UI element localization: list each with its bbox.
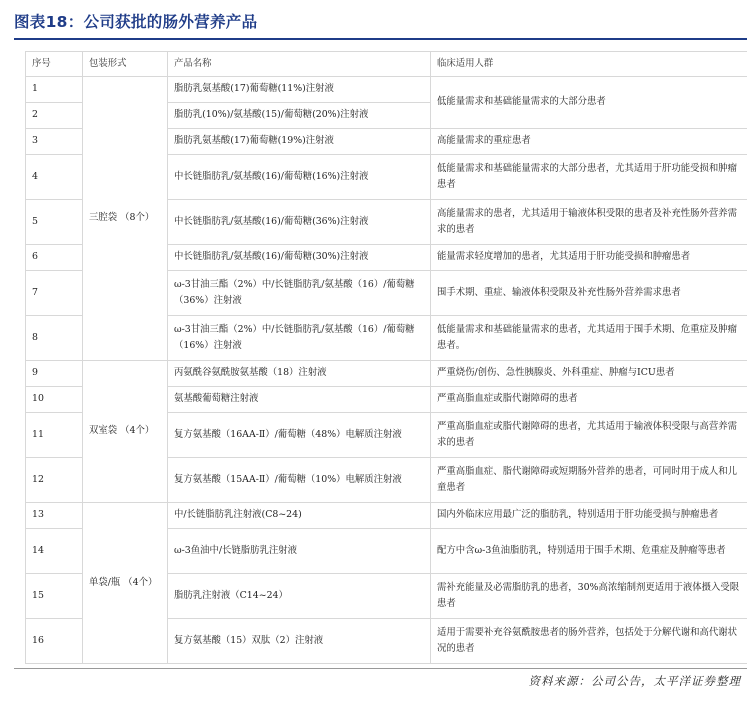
cell-clinical: 严重高脂血症、脂代谢障碍或短期肠外营养的患者，可同时用于成人和儿童患者	[431, 458, 747, 503]
cell-product-name: 中长链脂肪乳/氨基酸(16)/葡萄糖(16%)注射液	[168, 155, 431, 200]
cell-clinical: 适用于需要补充谷氨酰胺患者的肠外营养，包括处于分解代谢和高代谢状况的患者	[431, 619, 747, 664]
cell-no: 12	[26, 458, 83, 503]
table-row	[26, 77, 747, 103]
cell-no: 6	[26, 245, 83, 271]
cell-no: 16	[26, 619, 83, 664]
cell-product-name: 氨基酸葡萄糖注射液	[168, 387, 431, 413]
cell-product-name: 复方氨基酸（16AA-Ⅱ）/葡萄糖（48%）电解质注射液	[168, 413, 431, 458]
cell-clinical: 低能量需求和基础能量需求的大部分患者	[431, 77, 747, 129]
cell-clinical: 需补充能量及必需脂肪乳的患者，30%高浓缩制剂更适用于液体摄入受限患者	[431, 574, 747, 619]
header-cell-product: 产品名称	[168, 52, 431, 77]
cell-package: 单袋/瓶 （4个）	[83, 503, 168, 664]
title-divider	[14, 38, 747, 40]
cell-clinical: 能量需求轻度增加的患者，尤其适用于肝功能受损和肿瘤患者	[431, 245, 747, 271]
cell-product-name: 脂肪乳(10%)/氨基酸(15)/葡萄糖(20%)注射液	[168, 103, 431, 129]
products-table	[25, 51, 747, 664]
cell-product-name: 中长链脂肪乳/氨基酸(16)/葡萄糖(30%)注射液	[168, 245, 431, 271]
cell-product-name: 复方氨基酸（15AA-Ⅱ）/葡萄糖（10%）电解质注射液	[168, 458, 431, 503]
cell-no: 4	[26, 155, 83, 200]
table-row	[26, 361, 747, 387]
cell-no: 3	[26, 129, 83, 155]
cell-no: 14	[26, 529, 83, 574]
footer-divider	[14, 668, 747, 669]
cell-no: 7	[26, 271, 83, 316]
cell-product-name: 脂肪乳氨基酸(17)葡萄糖(19%)注射液	[168, 129, 431, 155]
cell-no: 9	[26, 361, 83, 387]
cell-product-name: ω-3甘油三酯（2%）中/长链脂肪乳/氨基酸（16）/葡萄糖（16%）注射液	[168, 316, 431, 361]
cell-product-name: 复方氨基酸（15）双肽（2）注射液	[168, 619, 431, 664]
figure-title	[14, 10, 747, 32]
cell-product-name: 脂肪乳氨基酸(17)葡萄糖(11%)注射液	[168, 77, 431, 103]
cell-clinical: 严重高脂血症或脂代谢障碍的患者	[431, 387, 747, 413]
cell-clinical: 低能量需求和基础能量需求的大部分患者，尤其适用于肝功能受损和肿瘤患者	[431, 155, 747, 200]
table-header-row	[26, 52, 747, 77]
cell-no: 11	[26, 413, 83, 458]
cell-no: 8	[26, 316, 83, 361]
cell-no: 13	[26, 503, 83, 529]
cell-clinical: 国内外临床应用最广泛的脂肪乳，特别适用于肝功能受损与肿瘤患者	[431, 503, 747, 529]
cell-no: 15	[26, 574, 83, 619]
cell-no: 1	[26, 77, 83, 103]
cell-clinical: 高能量需求的患者，尤其适用于输液体积受限的患者及补充性肠外营养需求的患者	[431, 200, 747, 245]
cell-no: 2	[26, 103, 83, 129]
cell-package: 三腔袋 （8个）	[83, 77, 168, 361]
header-cell-clinical: 临床适用人群	[431, 52, 747, 77]
cell-product-name: 中长链脂肪乳/氨基酸(16)/葡萄糖(36%)注射液	[168, 200, 431, 245]
cell-clinical: 低能量需求和基础能量需求的患者，尤其适用于围手术期、危重症及肿瘤患者。	[431, 316, 747, 361]
cell-product-name: 脂肪乳注射液（C14~24）	[168, 574, 431, 619]
cell-clinical: 高能量需求的重症患者	[431, 129, 747, 155]
source-note: 资料来源：公司公告，太平洋证券整理	[528, 674, 741, 688]
cell-product-name: ω-3甘油三酯（2%）中/长链脂肪乳/氨基酸（16）/葡萄糖（36%）注射液	[168, 271, 431, 316]
header-cell-package: 包装形式	[83, 52, 168, 77]
cell-clinical: 配方中含ω-3鱼油脂肪乳，特别适用于围手术期、危重症及肿瘤等患者	[431, 529, 747, 574]
cell-package: 双室袋 （4个）	[83, 361, 168, 503]
cell-no: 5	[26, 200, 83, 245]
cell-product-name: 中/长链脂肪乳注射液(C8~24)	[168, 503, 431, 529]
cell-product-name: ω-3鱼油中/长链脂肪乳注射液	[168, 529, 431, 574]
cell-no: 10	[26, 387, 83, 413]
cell-clinical: 围手术期、重症、输液体积受限及补充性肠外营养需求患者	[431, 271, 747, 316]
cell-clinical: 严重高脂血症或脂代谢障碍的患者，尤其适用于输液体积受限与高营养需求的患者	[431, 413, 747, 458]
header-cell-no: 序号	[26, 52, 83, 77]
table-row	[26, 503, 747, 529]
cell-clinical: 严重烧伤/创伤、急性胰腺炎、外科重症、肿瘤与ICU患者	[431, 361, 747, 387]
cell-product-name: 丙氨酰谷氨酰胺氨基酸（18）注射液	[168, 361, 431, 387]
figure-title-text: 图表18：公司获批的肠外营养产品	[14, 13, 258, 31]
table-body	[26, 77, 747, 664]
